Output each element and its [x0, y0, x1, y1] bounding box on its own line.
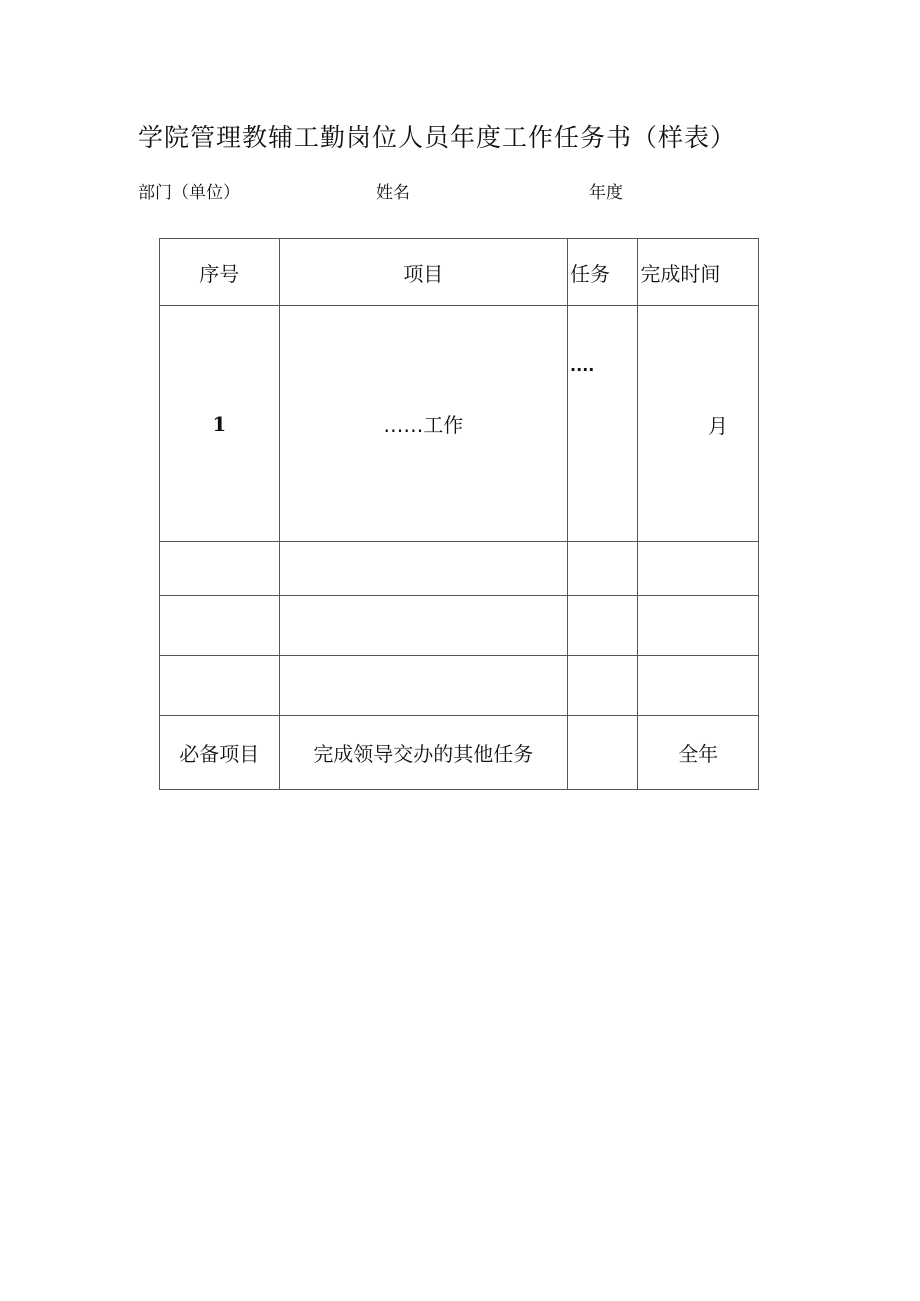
row-task: ····	[570, 360, 595, 379]
table-row-empty	[160, 596, 759, 656]
row-task-cell	[568, 306, 638, 542]
table-header-row	[160, 239, 759, 306]
year-label: 年度	[589, 183, 623, 203]
row-project: ……工作	[279, 306, 567, 542]
empty-cell	[568, 656, 638, 716]
empty-cell	[160, 542, 280, 596]
header-task: 任务	[568, 239, 638, 306]
row-time-cell	[638, 306, 759, 542]
empty-cell	[568, 596, 638, 656]
table-row	[160, 306, 759, 542]
empty-cell	[568, 542, 638, 596]
row-number: 1	[160, 306, 280, 542]
empty-cell	[638, 542, 759, 596]
empty-cell	[160, 596, 280, 656]
header-time: 完成时间	[638, 239, 759, 306]
required-task	[568, 716, 638, 790]
task-table	[159, 238, 759, 790]
table-row-empty	[160, 656, 759, 716]
header-project: 项目	[279, 239, 567, 306]
row-time: 月	[708, 414, 728, 438]
required-time: 全年	[638, 716, 759, 790]
department-label: 部门（单位）	[138, 183, 240, 203]
header-index: 序号	[160, 239, 280, 306]
empty-cell	[279, 656, 567, 716]
empty-cell	[638, 596, 759, 656]
required-label: 必备项目	[160, 716, 280, 790]
name-label: 姓名	[376, 183, 410, 203]
empty-cell	[279, 542, 567, 596]
empty-cell	[638, 656, 759, 716]
table-row-required	[160, 716, 759, 790]
document-title: 学院管理教辅工勤岗位人员年度工作任务书（样表）	[138, 123, 737, 152]
empty-cell	[160, 656, 280, 716]
empty-cell	[279, 596, 567, 656]
required-project: 完成领导交办的其他任务	[279, 716, 567, 790]
table-row-empty	[160, 542, 759, 596]
